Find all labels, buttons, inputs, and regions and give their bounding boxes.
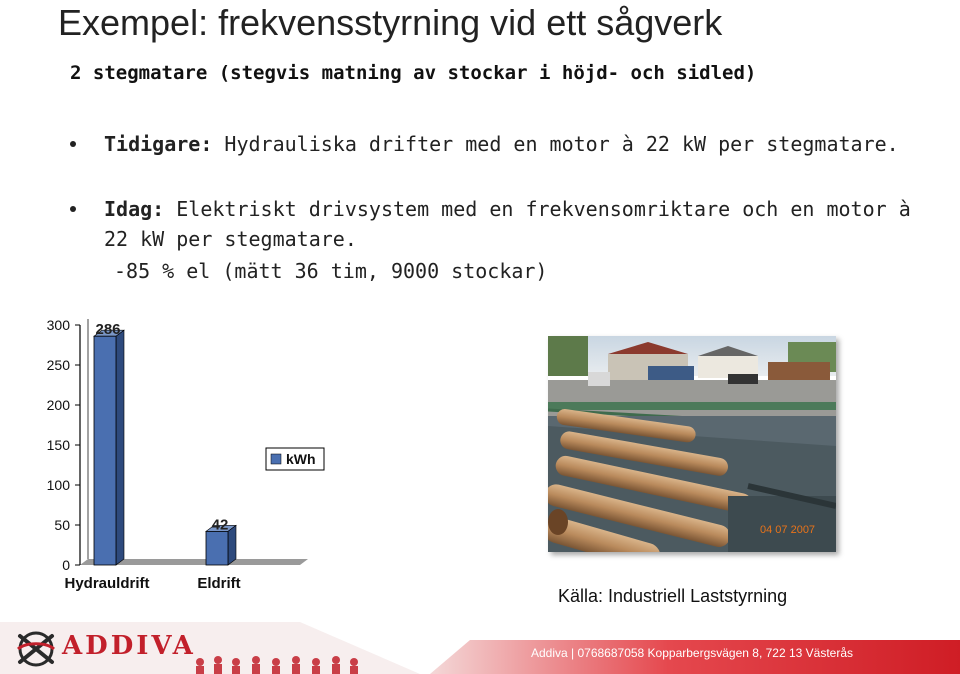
y-tick-label: 150 bbox=[46, 437, 70, 453]
bullet-today-continued: 22 kW per stegmatare. bbox=[104, 227, 357, 251]
result-line: -85 % el (mätt 36 tim, 9000 stockar) bbox=[114, 259, 548, 283]
y-tick-label: 250 bbox=[46, 357, 70, 373]
footer-contact: Addiva | 0768687058 Kopparbergsvägen 8, 722 13 Västerås bbox=[531, 646, 854, 660]
slide-subtitle: 2 stegmatare (stegvis matning av stockar i höjd- och sidled) bbox=[70, 62, 757, 84]
energy-bar-chart bbox=[0, 310, 330, 600]
addiva-brand: ADDIVA bbox=[62, 631, 196, 661]
bullet-label: Idag: bbox=[104, 197, 165, 221]
y-tick-label: 300 bbox=[46, 317, 70, 333]
bullet-text: Elektriskt drivsystem med en frekvensomriktare och en motor à bbox=[164, 197, 911, 221]
bullet-label: Tidigare: bbox=[104, 132, 213, 156]
y-ticks bbox=[47, 317, 80, 573]
photo-source: Källa: Industriell Laststyrning bbox=[558, 586, 788, 606]
bars bbox=[94, 321, 236, 565]
y-tick-label: 200 bbox=[46, 397, 70, 413]
x-category-label: Hydrauldrift bbox=[64, 575, 150, 592]
bar-data-label: 286 bbox=[95, 321, 121, 339]
sawmill-photo bbox=[548, 336, 836, 552]
x-category-label: Eldrift bbox=[197, 575, 241, 592]
y-tick-label: 100 bbox=[46, 477, 70, 493]
y-tick-label: 50 bbox=[54, 517, 70, 533]
sawmill-photo-image bbox=[548, 336, 836, 552]
bar-data-label: 42 bbox=[211, 516, 229, 534]
bar bbox=[94, 336, 116, 565]
slide-title: Exempel: frekvensstyrning vid ett sågverk bbox=[58, 2, 723, 43]
photo-date-stamp: 04 07 2007 bbox=[760, 524, 816, 536]
x-labels bbox=[64, 575, 240, 592]
bullet-dot-icon bbox=[70, 206, 76, 212]
bullet-dot-icon bbox=[70, 141, 76, 147]
legend-swatch bbox=[271, 454, 281, 464]
y-tick-label: 0 bbox=[62, 557, 70, 573]
bar-side bbox=[116, 330, 124, 565]
bar-side bbox=[228, 525, 236, 565]
bullet-text: Hydrauliska drifter med en motor à 22 kW per stegmatare. bbox=[212, 132, 899, 156]
bar bbox=[206, 531, 228, 565]
chart-legend bbox=[266, 448, 324, 470]
addiva-logo-icon bbox=[14, 628, 58, 670]
legend-label: kWh bbox=[286, 451, 316, 467]
